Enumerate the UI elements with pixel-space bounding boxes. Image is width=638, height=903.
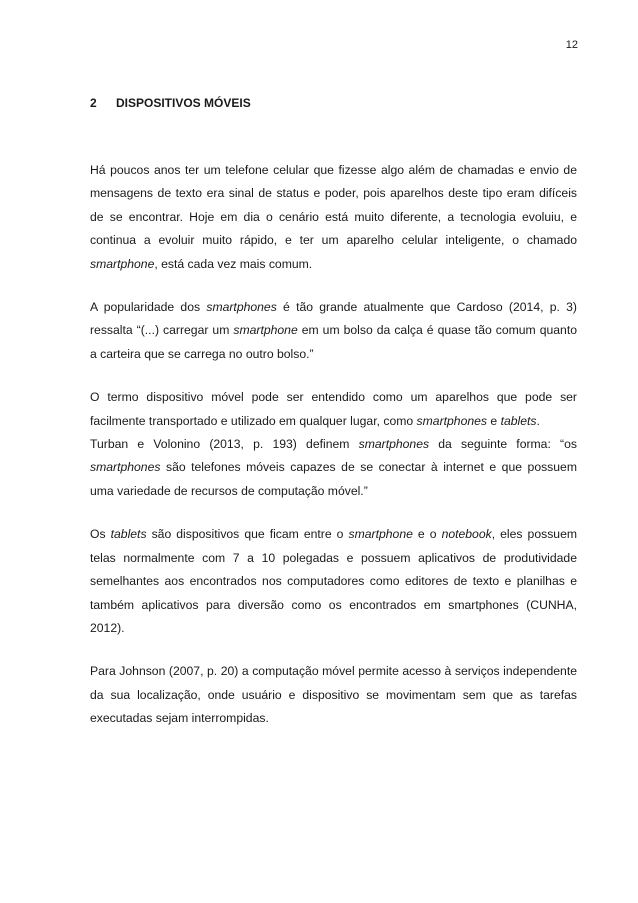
text-run: e o xyxy=(412,527,442,542)
paragraph xyxy=(90,660,577,730)
paragraph xyxy=(90,296,577,366)
italic-term: notebook xyxy=(441,527,492,542)
paragraph xyxy=(90,386,577,433)
text-run: O termo dispositivo móvel pode ser entendido como um aparelhos que pode ser facilmente transportado e utilizado em qualquer lugar, como xyxy=(90,390,577,428)
paragraph xyxy=(90,523,577,640)
paragraph xyxy=(90,433,577,503)
italic-term: smartphones xyxy=(416,413,487,428)
text-run: são dispositivos que ficam entre o xyxy=(146,527,349,542)
text-run: da seguinte forma: “os xyxy=(429,437,577,452)
text-run: Para Johnson (2007, p. 20) a computação móvel permite acesso à serviços independente da sua localização, onde usuário e dispositivo se movimentam sem que as tarefas executadas sejam interrompidas. xyxy=(90,664,577,726)
text-run: , eles possuem telas normalmente com 7 a 10 polegadas e possuem aplicativos de produtividade semelhantes aos encontrados nos computadores como editores de texto e planilhas e também aplicativos para diversão como os encontrados em smartphones (CUNHA, 2012). xyxy=(90,527,578,635)
italic-term: smartphone xyxy=(233,323,298,338)
section-heading xyxy=(90,96,251,110)
text-run: são telefones móveis capazes de se conectar à internet e que possuem uma variedade de recursos de computação móvel.” xyxy=(90,460,577,498)
text-run: Há poucos anos ter um telefone celular que fizesse algo além de chamadas e envio de mensagens de texto era sinal de status e poder, pois aparelhos deste tipo eram difíceis de se encontrar. Hoje em dia o cenário está muito diferente, a tecnologia evoluiu, e continua a evoluir muito rápido, e ter um aparelho celular inteligente, o chamado xyxy=(90,163,577,248)
italic-term: smartphones xyxy=(90,460,161,475)
text-run: Turban e Volonino (2013, p. 193) definem xyxy=(90,437,359,452)
text-run: . xyxy=(536,413,540,428)
page-number: 12 xyxy=(565,39,578,51)
text-run: Os xyxy=(90,527,111,542)
italic-term: tablets xyxy=(500,413,537,428)
text-run: , está cada vez mais comum. xyxy=(154,256,313,271)
italic-term: tablets xyxy=(110,527,147,542)
italic-term: smartphone xyxy=(348,527,413,542)
paragraph xyxy=(90,159,577,276)
body-text xyxy=(90,159,577,751)
italic-term: smartphones xyxy=(358,437,430,452)
text-run: e xyxy=(487,413,501,428)
section-title: DISPOSITIVOS MÓVEIS xyxy=(116,96,251,110)
italic-term: smartphones xyxy=(206,300,277,315)
text-run: A popularidade dos xyxy=(90,300,207,315)
italic-term: smartphone xyxy=(90,256,155,271)
section-number: 2 xyxy=(90,96,97,110)
text-run: em um bolso da calça é quase tão comum quanto a carteira que se carrega no outro bolso.” xyxy=(90,323,577,361)
text-run: é tão grande atualmente que Cardoso (2014, p. 3) ressalta “(...) carregar um xyxy=(90,300,577,338)
